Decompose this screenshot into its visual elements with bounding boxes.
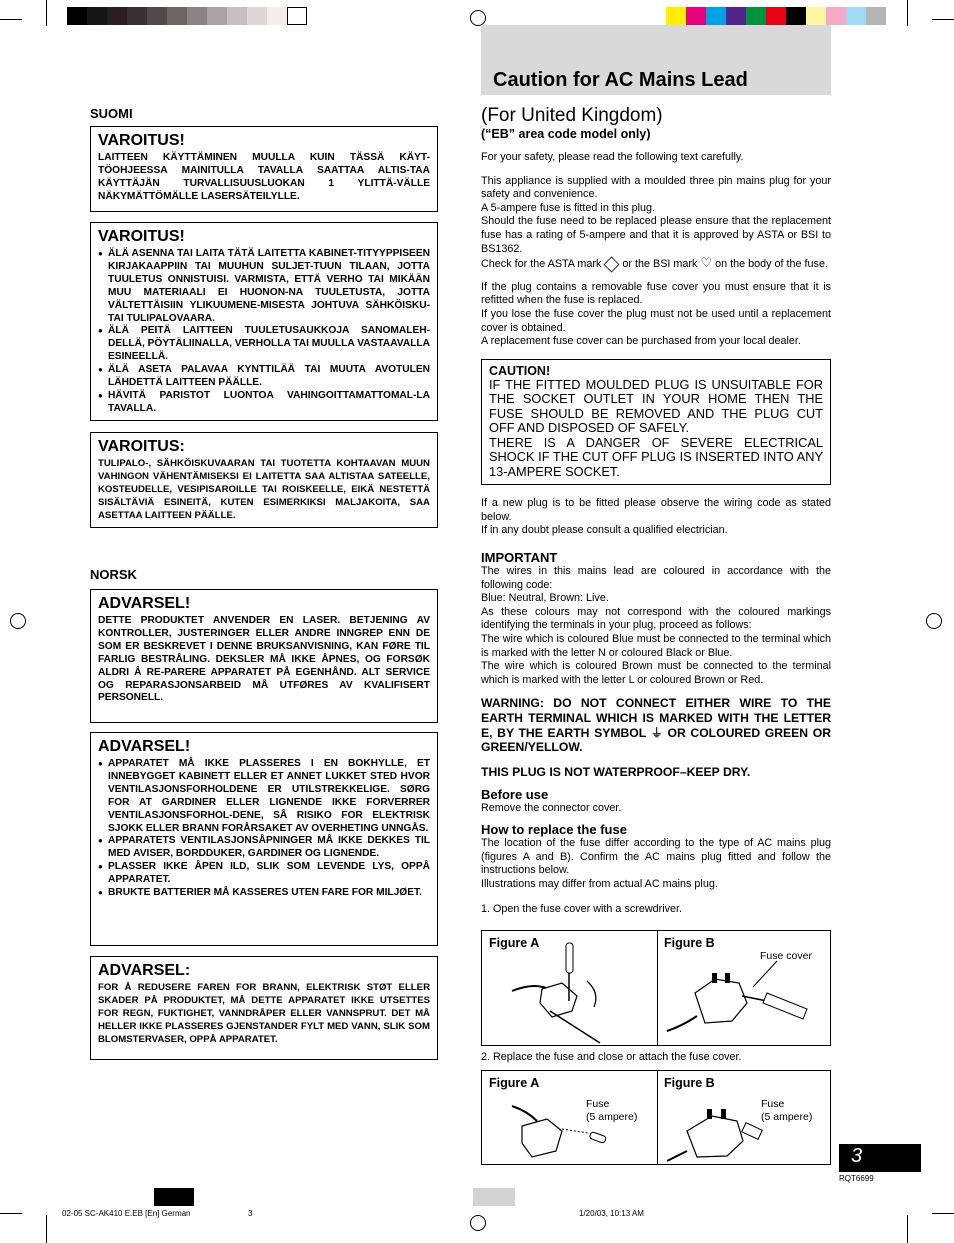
plug-fuse-icon — [482, 1071, 657, 1166]
paragraph: Should the fuse need to be replaced please ensure that the replacement fuse has a rating of 5-ampere and that it is approved by ASTA or BSI to BS1362. — [481, 215, 831, 255]
color-swatch — [846, 7, 866, 25]
color-swatch — [187, 7, 207, 25]
bsi-kitemark-icon: ♡ — [700, 255, 713, 271]
step-text: 1. Open the fuse cover with a screwdriver. — [481, 903, 683, 916]
paragraph: If a new plug is to be fitted please observe the wiring code as stated below. — [481, 497, 831, 523]
paragraph: Blue: Neutral, Brown: Live. — [481, 592, 609, 605]
footer-timestamp: 1/20/03, 10:13 AM — [579, 1209, 644, 1218]
page-title: Caution for AC Mains Lead — [493, 69, 748, 91]
text: OR COLOURED GREEN OR GREEN/YELLOW. — [481, 725, 832, 755]
fuse-cover-label: Fuse cover — [760, 950, 812, 962]
figure-row-replace-fuse — [481, 1070, 831, 1165]
figure-row-open-cover — [481, 930, 831, 1046]
fuse-text: Fuse — [761, 1098, 785, 1110]
registration-mark-icon — [10, 613, 26, 629]
list-item: ● ÄLÄ PEITÄ LAITTEEN TUULETUSAUKKOJA SANOMALEH-DELLÄ, PÖYTÄLIINALLA, VERHOLLA TAI MUULLA VASTAAVALLA ESINEELLÄ. — [98, 325, 430, 364]
color-swatch — [866, 7, 886, 25]
warning-box-suomi-1 — [90, 126, 438, 212]
fuse-rating: (5 ampere) — [761, 1111, 813, 1123]
figure-label: Figure B — [664, 936, 715, 950]
crop-mark — [932, 1213, 954, 1214]
color-swatch — [706, 7, 726, 25]
asta-mark-icon — [604, 256, 620, 272]
color-swatch — [686, 7, 706, 25]
crop-mark — [46, 0, 47, 26]
step-text: 2. Replace the fuse and close or attach the fuse cover. — [481, 1051, 742, 1063]
plug-screwdriver-icon — [657, 931, 832, 1047]
paragraph: A 5-ampere fuse is fitted in this plug. — [481, 201, 656, 214]
fuse-rating: (5 ampere) — [586, 1111, 638, 1123]
paragraph: Illustrations may differ from actual AC mains plug. — [481, 877, 718, 890]
color-swatch — [247, 7, 267, 25]
paragraph: If the plug contains a removable fuse cover you must ensure that it is refitted when the fuse is replaced. — [481, 280, 831, 307]
plug-fuse-icon — [657, 1071, 832, 1166]
earth-symbol-icon: ⏚ — [650, 725, 663, 740]
registration-mark-icon — [926, 613, 942, 629]
paragraph: If in any doubt please consult a qualified electrician. — [481, 524, 728, 537]
earth-warning — [481, 696, 831, 754]
paragraph: For your safety, please read the following text carefully. — [481, 151, 744, 163]
document-code: RQT6699 — [839, 1174, 874, 1183]
warning-text: FOR Å REDUSERE FAREN FOR BRANN, ELEKTRISK STØT ELLER SKADER PÅ PRODUKTET, MÅ DETTE APPARATET IKKE UTSETTES FOR REGN, FUKTIGHET, VANNDRÅPER ELLER VANNSPRUT. DET MÅ HELLER IKKE PLASSERES GJENSTANDER FYLT MED VANN, SLIK SOM BLOMSTERVASER, OPPÅ APPARATET. — [98, 982, 430, 1045]
registration-mark-icon — [470, 10, 486, 26]
warning-box-suomi-3 — [90, 432, 438, 528]
warning-title: VAROITUS! — [98, 228, 185, 245]
warning-title: ADVARSEL! — [98, 595, 191, 612]
registration-mark-icon — [470, 1215, 486, 1231]
caution-title: CAUTION! — [489, 363, 551, 378]
language-heading-norsk: NORSK — [90, 567, 137, 582]
color-swatch — [826, 7, 846, 25]
color-swatch — [666, 7, 686, 25]
crop-mark — [907, 0, 908, 26]
caution-text: THERE IS A DANGER OF SEVERE ELECTRICAL SHOCK IF THE CUT OFF PLUG IS INSERTED INTO ANY 13-AMPERE SOCKET. — [489, 434, 823, 479]
paragraph: The wires in this mains lead are coloured in accordance with the following code: — [481, 565, 831, 591]
waterproof-warning: THIS PLUG IS NOT WATERPROOF–KEEP DRY. — [481, 764, 751, 779]
language-heading-suomi: SUOMI — [90, 106, 133, 121]
color-swatch — [746, 7, 766, 25]
color-swatch — [207, 7, 227, 25]
warning-title: ADVARSEL! — [98, 738, 191, 755]
warning-title: VAROITUS: — [98, 438, 185, 455]
crop-mark — [46, 1215, 47, 1243]
section-heading: How to replace the fuse — [481, 821, 627, 837]
text: WARNING: DO NOT CONNECT EITHER WIRE TO THE EARTH TERMINAL WHICH IS MARKED WITH THE LETTER E, BY THE EARTH SYMBOL — [481, 696, 831, 740]
color-swatch — [766, 7, 786, 25]
list-item: ● HÄVITÄ PARISTOT LUONTOA VAHINGOITTAMATTOMAL-LA TAVALLA. — [98, 390, 430, 416]
figure-label: Figure A — [489, 1076, 540, 1090]
color-swatch — [127, 7, 147, 25]
paragraph: The wire which is coloured Brown must be connected to the terminal which is marked with the letter L or coloured Brown or Red. — [481, 660, 831, 686]
color-swatch — [87, 7, 107, 25]
list-item: ● PLASSER IKKE ÅPEN ILD, SLIK SOM LEVENDE LYS, OPPÅ APPARATET. — [98, 861, 430, 887]
page-subtitle: (For United Kingdom) — [481, 105, 663, 126]
footer-filename: 02-05 SC-AK410 E.EB [En] German — [62, 1209, 191, 1218]
warning-text: TULIPALO-, SÄHKÖISKUVAARAN TAI TUOTETTA KOHTAAVAN MUUN VAHINGON VÄHENTÄMISEKSI EI LAITETTA SAA ALTISTAA SATEELLE, KOSTEUDELLE, VESIPISAROILLE TAI ROISKEELLE, EIKÄ NESTETTÄ SISÄLTÄVIÄ ESINEITÄ, KUTEN ESIMERKIKSI MALJAKOITA, SAA ASETTAA LAITTEEN PÄÄLLE. — [98, 458, 430, 521]
color-swatch — [287, 7, 307, 25]
footer-gray-block — [473, 1188, 515, 1206]
warning-title: VAROITUS! — [98, 132, 185, 149]
paragraph: As these colours may not correspond with the coloured markings identifying the terminals in your plug, proceed as follows: — [481, 605, 831, 632]
warning-text: DETTE PRODUKTET ANVENDER EN LASER. BETJENING AV KONTROLLER, JUSTERINGER ELLER ANDRE INNGREP ENN DE SOM ER BESKREVET I DENNE BRUKSANVISNING, KAN FØRE TIL FARLIG BESTRÅLING. DEKSLER MÅ IKKE ÅPNES, OG FORSØK ALDRI Å RE-PARERE APPARATET PÅ EGENHÅND. ALT SERVICE OG REPARASJONSARBEID MÅ UTFØRES AV KVALIFISERT PERSONELL. — [98, 615, 430, 704]
paragraph: This appliance is supplied with a moulded three pin mains plug for your safety and convenience. — [481, 174, 831, 201]
footer-page: 3 — [248, 1209, 253, 1218]
warning-text: LAITTEEN KÄYTTÄMINEN MUULLA KUIN TÄSSÄ KÄYT-TÖOHJEESSA MAINITULLA TAVALLA SAATTAA ALTIS-TAA KÄYTTÄJÄN TURVALLISUUSLUOKAN 1 YLITTÄ-VÄLLE NÄKYMÄTTÖMÄLLE LASERSÄTEILYLLE. — [98, 152, 430, 202]
color-swatch — [267, 7, 287, 25]
crop-mark — [0, 19, 22, 20]
list-item: ● BRUKTE BATTERIER MÅ KASSERES UTEN FARE FOR MILJØET. — [98, 887, 430, 900]
color-swatch — [726, 7, 746, 25]
region-note: (“EB” area code model only) — [481, 127, 651, 141]
text: or the BSI mark — [622, 258, 698, 271]
color-swatch — [786, 7, 806, 25]
list-item: ● ÄLÄ ASENNA TAI LAITA TÄTÄ LAITETTA KABINET-TITYYPPISEEN KIRJAKAAPPIIN TAI MUUHUN SULJET-TUUN TILAAN, JOTTA TUULETUS ONNISTUISI. VARMISTA, ETTÄ VERHO TAI MIKÄÄN MUU MATERIAALI EI HUONON-NA TUULETUSTA, JOTTA VÄLTETTÄISIIN YLIKUUMENE-MISESTA JOHTUVA SÄHKÖISKU- TAI TULIPALOVAARA. — [98, 248, 430, 325]
warning-box-norsk-2 — [90, 732, 438, 946]
color-swatch — [67, 7, 87, 25]
warning-box-norsk-3 — [90, 956, 438, 1060]
color-swatch — [147, 7, 167, 25]
warning-box-suomi-2 — [90, 222, 438, 421]
text: Check for the ASTA mark — [481, 258, 602, 271]
caution-box — [481, 359, 831, 486]
list-item: ● ÄLÄ ASETA PALAVAA KYNTTILÄÄ TAI MUUTA AVOTULEN LÄHDETTÄ LAITTEEN PÄÄLLE. — [98, 364, 430, 390]
paragraph — [481, 256, 831, 272]
color-swatch — [167, 7, 187, 25]
paragraph: The location of the fuse differ according to the type of AC mains plug (figures A and B). Confirm the AC mains plug fitted and follow the instructions below. — [481, 836, 831, 877]
section-heading: IMPORTANT — [481, 550, 558, 566]
caution-text: IF THE FITTED MOULDED PLUG IS UNSUITABLE FOR THE SOCKET OUTLET IN YOUR HOME THEN THE FUSE SHOULD BE REMOVED AND THE PLUG CUT OFF AND DISPOSED OF SAFELY. — [489, 376, 823, 436]
paragraph: A replacement fuse cover can be purchased from your local dealer. — [481, 335, 801, 348]
text: on the body of the fuse. — [715, 258, 828, 271]
right-column — [481, 105, 831, 917]
warning-box-norsk-1 — [90, 589, 438, 723]
crop-mark — [0, 1213, 22, 1214]
footer-black-block — [154, 1188, 194, 1206]
page-number: 3 — [851, 1145, 863, 1167]
figure-b-panel — [657, 1071, 832, 1164]
paragraph: Remove the connector cover. — [481, 802, 622, 815]
paragraph: If you lose the fuse cover the plug must not be used until a replacement cover is obtained. — [481, 307, 831, 334]
figure-label: Figure A — [489, 936, 540, 950]
figure-label: Figure B — [664, 1076, 715, 1090]
paragraph: The wire which is coloured Blue must be connected to the terminal which is marked with the letter N or coloured Black or Blue. — [481, 633, 831, 659]
warning-title: ADVARSEL: — [98, 962, 191, 979]
color-swatch — [227, 7, 247, 25]
figure-b-panel — [657, 931, 832, 1045]
color-swatch — [806, 7, 826, 25]
section-heading: Before use — [481, 787, 549, 803]
list-item: ● APPARATETS VENTILASJONSÅPNINGER MÅ IKKE DEKKES TIL MED AVISER, BORDDUKER, GARDINER OG LIGNENDE. — [98, 835, 430, 861]
fuse-text: Fuse — [586, 1098, 610, 1110]
list-item: ● APPARATET MÅ IKKE PLASSERES I EN BOKHYLLE, ET INNEBYGGET KABINETT ELLER ET ANNET LUKKET STED HVOR VENTILASJONSFORHOLDENE ER UTILSTREKKELIGE. SØRG FOR AT GARDINER ELLER LIGNENDE IKKE FORVERRER VENTILASJONSFORHOL-DENE, SÅ RISIKO FOR ELEKTRISK SJOKK ELLER BRANN FORÅRSAKET AV OVERHETING UNNGÅS. — [98, 758, 430, 835]
color-swatch — [107, 7, 127, 25]
crop-mark — [932, 19, 954, 20]
figure-a-panel — [482, 1071, 658, 1164]
plug-screwdriver-icon — [482, 931, 657, 1047]
figure-a-panel — [482, 931, 658, 1045]
crop-mark — [907, 1215, 908, 1243]
